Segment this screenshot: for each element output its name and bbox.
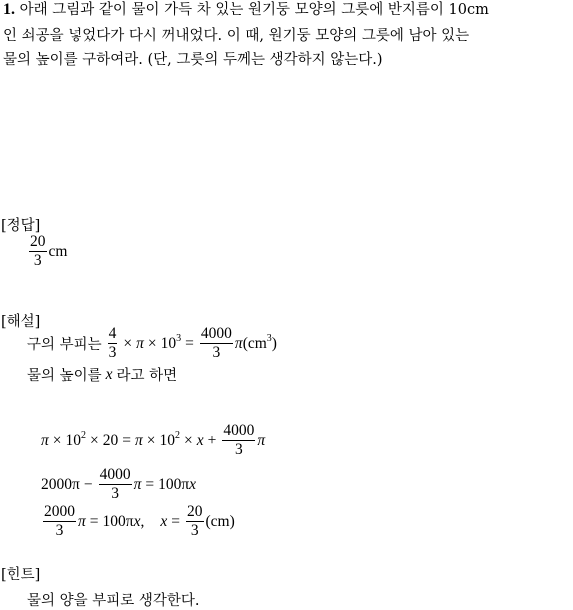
fraction-numerator: 4	[108, 325, 117, 342]
value-2000pi: 2000π	[41, 475, 80, 493]
hint-text: 물의 양을 부피로 생각한다.	[27, 593, 200, 609]
exponent: 2	[81, 429, 87, 441]
explanation-line-1	[27, 326, 277, 361]
question-line-1	[3, 0, 489, 23]
pi-symbol: π	[41, 431, 49, 449]
pi-symbol: π	[136, 334, 144, 352]
unit-cm3	[242, 332, 277, 353]
fraction-denominator: 3	[190, 522, 199, 539]
times-sign: ×	[123, 334, 133, 352]
answer-numerator: 20	[30, 233, 46, 250]
equation-1	[41, 423, 265, 458]
fraction-4000-3	[99, 467, 132, 502]
pi-symbol: π	[133, 475, 142, 493]
hint-label: [힌트]	[1, 567, 41, 583]
explanation-label: [해설]	[1, 314, 41, 330]
fraction-numerator: 4000	[200, 325, 232, 342]
fraction-20-3	[186, 504, 204, 539]
value-100pi: 100π	[102, 512, 134, 530]
fraction-2000-3	[43, 504, 76, 539]
answer-fraction	[29, 234, 47, 269]
equals-sign: =	[122, 431, 132, 449]
equation-2	[41, 467, 196, 502]
variable-x: x	[189, 475, 197, 493]
value-100pi: 100π	[158, 475, 190, 493]
fraction-denominator: 3	[55, 522, 64, 539]
minus-sign: −	[83, 475, 93, 493]
variable-x: x	[133, 512, 141, 530]
fraction-4-3	[108, 326, 118, 361]
question-text-2: 인 쇠공을 넣었다가 다시 꺼내었다. 이 때, 원기둥 모양의 그릇에 남아 있는	[3, 28, 470, 44]
equals-sign: =	[171, 512, 180, 530]
answer-label: [정답]	[1, 218, 41, 234]
comma: ,	[140, 512, 145, 530]
unit-close: )	[271, 334, 277, 352]
question-text-1: 아래 그림과 같이 물이 가득 차 있는 원기둥 모양의 그릇에 반지름이 10cm	[19, 2, 489, 18]
pi-symbol: π	[234, 334, 243, 352]
times-sign: ×	[90, 431, 99, 449]
question-line-3	[3, 47, 383, 73]
pi-symbol: π	[257, 431, 266, 449]
fraction-denominator: 3	[108, 344, 117, 361]
answer-denominator: 3	[33, 252, 42, 269]
equals-sign: =	[89, 512, 99, 530]
pi-symbol: π	[135, 431, 143, 449]
base-ten: 10	[159, 431, 176, 449]
fraction-denominator: 3	[212, 344, 221, 361]
base-ten: 10	[65, 431, 82, 449]
fraction-numerator: 4000	[99, 466, 131, 483]
equals-sign: =	[185, 334, 194, 352]
explanation-line-2	[27, 364, 177, 385]
times-sign: ×	[147, 334, 157, 352]
equation-3	[41, 504, 235, 539]
explanation-text-1: 구의 부피는	[27, 337, 102, 353]
exponent: 2	[175, 429, 181, 441]
fraction-numerator: 2000	[44, 503, 75, 520]
variable-x: x	[105, 365, 113, 383]
equals-sign: =	[145, 475, 155, 493]
fraction-denominator: 3	[111, 485, 119, 502]
value-twenty: 20	[102, 431, 119, 449]
answer-value	[27, 234, 67, 269]
power-ten-cubed	[160, 332, 182, 353]
exponent: 3	[176, 332, 182, 344]
question-text-3: 물의 높이를 구하여라. (단, 그릇의 두께는 생각하지 않는다.)	[3, 52, 383, 68]
answer-unit: cm	[48, 242, 68, 260]
base-ten: 10	[160, 334, 177, 352]
question-line-2	[3, 23, 469, 49]
explanation-text-2: 물의 높이를	[27, 368, 102, 384]
times-sign: ×	[146, 431, 156, 449]
plus-sign: +	[207, 431, 217, 449]
fraction-numerator: 4000	[223, 422, 255, 439]
times-sign: ×	[52, 431, 62, 449]
variable-x: x	[160, 512, 168, 530]
exponent: 3	[266, 332, 272, 344]
unit-open: (cm	[242, 334, 267, 352]
pi-symbol: π	[78, 512, 86, 530]
times-sign: ×	[184, 431, 193, 449]
explanation-text-3: 라고 하면	[116, 368, 178, 384]
fraction-denominator: 3	[235, 441, 243, 458]
question-number: 1.	[3, 1, 15, 18]
fraction-4000-3	[222, 423, 255, 458]
fraction-4000-3	[200, 326, 233, 361]
variable-x: x	[196, 431, 204, 449]
unit-cm: (cm)	[205, 512, 235, 530]
fraction-numerator: 20	[187, 503, 203, 520]
